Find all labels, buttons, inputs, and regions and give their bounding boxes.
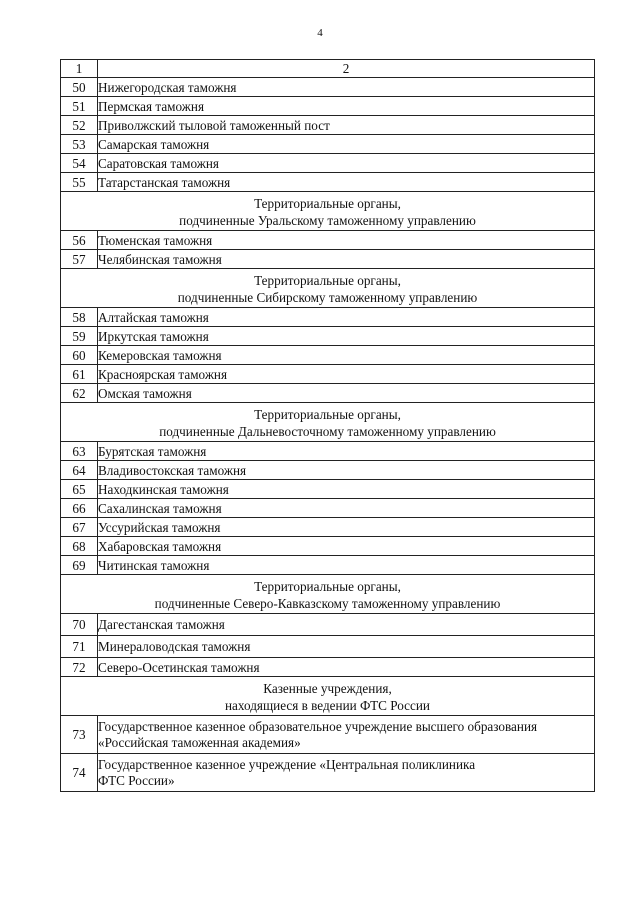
table-row [61,78,595,97]
table-row [61,250,595,269]
customs-office-name: Бурятская таможня [98,442,595,461]
section-header-row [61,575,595,614]
row-number: 74 [61,754,98,792]
table-row [61,346,595,365]
section-title-line-2: подчиненные Сибирскому таможенному управлению [177,289,478,305]
customs-office-name: Татарстанская таможня [98,173,595,192]
row-number: 59 [61,327,98,346]
table-row [61,636,595,658]
column-header-number: 1 [61,60,98,78]
section-title-line-1: Территориальные органы, [254,579,401,594]
row-number: 66 [61,499,98,518]
row-number: 50 [61,78,98,97]
table-header-row [61,60,595,78]
institution-name-line-1: Государственное казенное образовательное учреждение высшего образования [98,718,538,734]
table-row [61,327,595,346]
section-title-line-1: Территориальные органы, [254,196,401,211]
table-row [61,365,595,384]
customs-office-name: Алтайская таможня [98,308,595,327]
customs-office-name: Читинская таможня [98,556,595,575]
table-row [61,384,595,403]
institution-name [98,716,595,754]
customs-office-name: Приволжский тыловой таможенный пост [98,116,595,135]
section-title-line-2: подчиненные Дальневосточному таможенному управлению [159,423,496,439]
row-number: 70 [61,614,98,636]
section-header-row [61,192,595,231]
table-row [61,154,595,173]
customs-office-name: Уссурийская таможня [98,518,595,537]
customs-office-name: Минераловодская таможня [98,636,595,658]
customs-office-name: Омская таможня [98,384,595,403]
row-number: 63 [61,442,98,461]
institution-name-line-1: Государственное казенное учреждение «Центральная поликлиника [98,756,476,772]
table-row [61,556,595,575]
table-row [61,537,595,556]
customs-office-name: Дагестанская таможня [98,614,595,636]
table-row [61,442,595,461]
section-title-line-2: подчиненные Уральскому таможенному управлению [179,212,476,228]
customs-office-name: Сахалинская таможня [98,499,595,518]
section-header-row [61,269,595,308]
row-number: 68 [61,537,98,556]
column-header-name: 2 [98,60,595,78]
table-row [61,754,595,792]
table-row [61,97,595,116]
customs-office-name: Северо-Осетинская таможня [98,658,595,677]
section-header-row [61,403,595,442]
customs-office-name: Тюменская таможня [98,231,595,250]
row-number: 53 [61,135,98,154]
row-number: 54 [61,154,98,173]
table-row [61,173,595,192]
section-title [61,575,595,614]
row-number: 52 [61,116,98,135]
customs-office-name: Находкинская таможня [98,480,595,499]
table-row [61,135,595,154]
table-row [61,716,595,754]
customs-office-name: Иркутская таможня [98,327,595,346]
table-row [61,461,595,480]
row-number: 61 [61,365,98,384]
row-number: 58 [61,308,98,327]
table-body [61,60,595,792]
section-title-line-2: подчиненные Северо-Кавказскому таможенному управлению [154,595,501,611]
page-number: 4 [317,27,323,39]
row-number: 72 [61,658,98,677]
row-number: 55 [61,173,98,192]
section-title [61,192,595,231]
customs-office-name: Челябинская таможня [98,250,595,269]
section-title-line-2: находящиеся в ведении ФТС России [225,697,430,713]
customs-office-name: Красноярская таможня [98,365,595,384]
customs-office-name: Самарская таможня [98,135,595,154]
customs-office-name: Владивостокская таможня [98,461,595,480]
section-title-line-1: Казенные учреждения, [263,681,392,696]
customs-office-name: Хабаровская таможня [98,537,595,556]
row-number: 60 [61,346,98,365]
table-row [61,231,595,250]
table-row [61,658,595,677]
table-row [61,308,595,327]
table-row [61,499,595,518]
customs-office-name: Нижегородская таможня [98,78,595,97]
row-number: 51 [61,97,98,116]
table-row [61,480,595,499]
table-row [61,518,595,537]
row-number: 62 [61,384,98,403]
row-number: 67 [61,518,98,537]
customs-bodies-table [60,59,595,792]
row-number: 65 [61,480,98,499]
section-header-row [61,677,595,716]
customs-office-name: Пермская таможня [98,97,595,116]
table-row [61,116,595,135]
section-title-line-1: Территориальные органы, [254,273,401,288]
row-number: 64 [61,461,98,480]
institution-name-line-2: ФТС России» [98,772,175,788]
section-title [61,403,595,442]
row-number: 56 [61,231,98,250]
section-title [61,269,595,308]
section-title [61,677,595,716]
institution-name-line-2: «Российская таможенная академия» [98,734,301,750]
customs-office-name: Кемеровская таможня [98,346,595,365]
row-number: 73 [61,716,98,754]
row-number: 69 [61,556,98,575]
row-number: 71 [61,636,98,658]
section-title-line-1: Территориальные органы, [254,407,401,422]
institution-name [98,754,595,792]
row-number: 57 [61,250,98,269]
customs-office-name: Саратовская таможня [98,154,595,173]
table-row [61,614,595,636]
